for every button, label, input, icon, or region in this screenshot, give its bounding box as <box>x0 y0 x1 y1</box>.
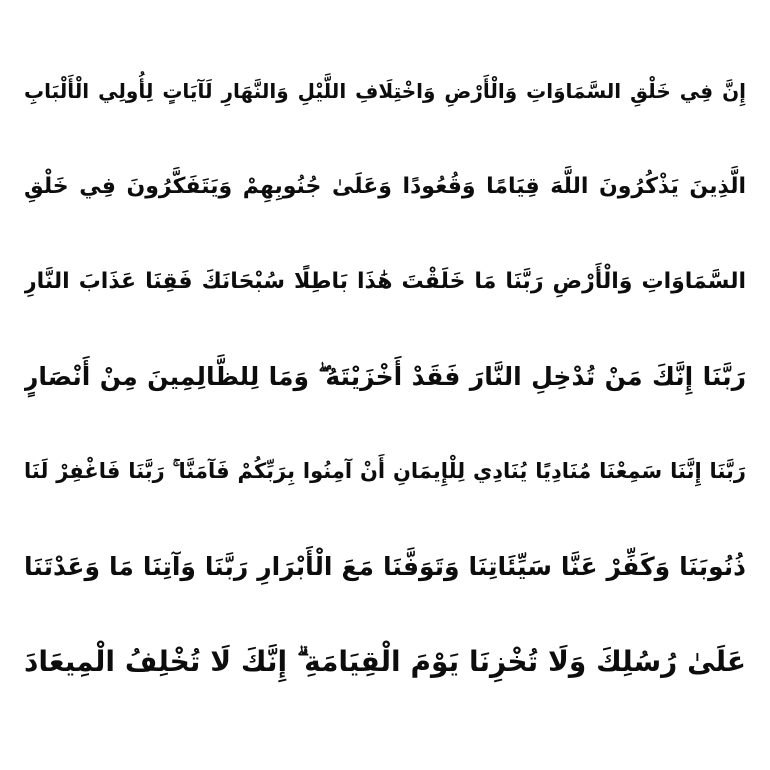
verse-line-1: إِنَّ فِي خَلْقِ السَّمَاوَاتِ وَالْأَرْضِ وَاخْتِلَافِ اللَّيْلِ وَالنَّهَارِ لَآيَاتٍ لِأُولِي الْأَلْبَابِ <box>24 79 746 103</box>
verse-line-6: ذُنُوبَنَا وَكَفِّرْ عَنَّا سَيِّئَاتِنَا وَتَوَفَّنَا مَعَ الْأَبْرَارِ رَبَّنَا وَآتِنَا مَا وَعَدْتَنَا <box>24 552 746 581</box>
verse-line-5: رَبَّنَا إِنَّنَا سَمِعْنَا مُنَادِيًا يُنَادِي لِلْإِيمَانِ أَنْ آمِنُوا بِرَبِّكُمْ فَآمَنَّا ۚ رَبَّنَا فَاغْفِرْ لَنَا <box>24 459 746 483</box>
verse-line-7: عَلَىٰ رُسُلِكَ وَلَا تُخْزِنَا يَوْمَ الْقِيَامَةِ ۗ إِنَّكَ لَا تُخْلِفُ الْمِيعَادَ <box>24 645 746 678</box>
verse-line-2: الَّذِينَ يَذْكُرُونَ اللَّهَ قِيَامًا وَقُعُودًا وَعَلَىٰ جُنُوبِهِمْ وَيَتَفَكَّرُونَ فِي خَلْقِ <box>24 174 746 199</box>
verse-line-3: السَّمَاوَاتِ وَالْأَرْضِ رَبَّنَا مَا خَلَقْتَ هَٰذَا بَاطِلًا سُبْحَانَكَ فَقِنَا عَذَابَ النَّارِ <box>24 269 746 294</box>
verse-line-4: رَبَّنَا إِنَّكَ مَنْ تُدْخِلِ النَّارَ فَقَدْ أَخْزَيْتَهُ ۖ وَمَا لِلظَّالِمِينَ مِنْ أَنْصَارٍ <box>24 362 746 391</box>
